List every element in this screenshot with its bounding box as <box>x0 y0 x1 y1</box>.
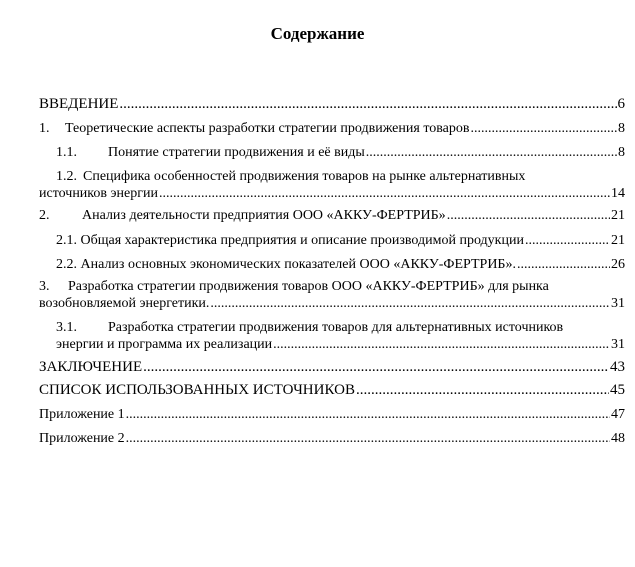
toc-page-number: 8 <box>618 145 625 160</box>
dot-leader <box>447 207 610 224</box>
toc-entry-sources[interactable] <box>39 382 625 399</box>
toc-entry-label-line2: источников энергии <box>39 186 158 201</box>
toc-entry-label: ВВЕДЕНИЕ <box>39 96 119 112</box>
dot-leader <box>210 295 610 312</box>
toc-entry-section-3-1[interactable] <box>39 319 625 353</box>
toc-entry-number: 1.1. <box>56 145 77 160</box>
toc-entry-section-2-2[interactable] <box>56 256 625 273</box>
toc-entry-number: 2. <box>39 208 50 223</box>
toc-page-number: 14 <box>611 186 625 201</box>
toc-entry-appendix-2[interactable] <box>39 430 625 447</box>
toc-entry-label: Приложение 2 <box>39 431 125 446</box>
toc-entry-label: 2.1. Общая характеристика предприятия и описание производимой продукции <box>56 233 524 248</box>
dot-leader <box>366 144 617 161</box>
toc-entry-label: СПИСОК ИСПОЛЬЗОВАННЫХ ИСТОЧНИКОВ <box>39 382 355 398</box>
toc-entry-section-1-1[interactable] <box>56 144 625 161</box>
toc-entry-number: 1. <box>39 121 50 136</box>
toc-entry-label: Приложение 1 <box>39 407 125 422</box>
dot-leader <box>517 256 610 273</box>
toc-entry-chapter-1[interactable] <box>39 120 625 137</box>
toc-page-number: 21 <box>611 233 625 248</box>
toc-entry-label-line2: энергии и программа их реализации <box>56 337 273 352</box>
toc-entry-label-line2: возобновляемой энергетики. <box>39 296 210 311</box>
toc-page-number: 45 <box>610 382 625 398</box>
page-title: Содержание <box>270 24 365 43</box>
toc-entry-conclusion[interactable] <box>39 359 625 376</box>
dot-leader <box>273 336 610 353</box>
dot-leader <box>143 359 609 376</box>
toc-entry-label-line1: Разработка стратегии продвижения товаров ООО «АККУ-ФЕРТРИБ» для рынка <box>68 279 549 294</box>
toc-page-number: 31 <box>611 296 625 311</box>
toc-page-number: 6 <box>617 96 625 112</box>
toc-entry-label: Анализ деятельности предприятия ООО «АККУ-ФЕРТРИБ» <box>82 208 446 223</box>
toc-page-number: 47 <box>611 407 625 422</box>
dot-leader <box>159 185 610 202</box>
toc-page-number: 21 <box>611 208 625 223</box>
toc-entry-appendix-1[interactable] <box>39 406 625 423</box>
toc-entry-number: 1.2. <box>56 169 77 184</box>
dot-leader <box>126 406 610 423</box>
dot-leader <box>356 382 609 399</box>
toc-entry-label: Понятие стратегии продвижения и её виды <box>108 145 365 160</box>
toc-page-number: 31 <box>611 337 625 352</box>
toc-page-number: 8 <box>618 121 625 136</box>
toc-entry-section-1-2[interactable] <box>39 168 625 202</box>
toc-page-number: 43 <box>610 359 625 375</box>
dot-leader <box>126 430 610 447</box>
toc-entry-label: 2.2. Анализ основных экономических показателей ООО «АККУ-ФЕРТРИБ». <box>56 257 516 272</box>
toc-entry-chapter-2[interactable] <box>39 207 625 224</box>
dot-leader <box>471 120 617 137</box>
toc-entry-section-2-1[interactable] <box>56 232 625 249</box>
toc-entry-label-line1: Разработка стратегии продвижения товаров для альтернативных источников <box>108 320 564 335</box>
toc-entry-label-line1: Специфика особенностей продвижения товаров на рынке альтернативных <box>83 169 526 184</box>
toc-entry-number: 3.1. <box>56 320 77 335</box>
toc-entry-label: Теоретические аспекты разработки стратегии продвижения товаров <box>65 121 470 136</box>
toc-entry-intro[interactable] <box>39 96 625 113</box>
dot-leader <box>525 232 610 249</box>
dot-leader <box>119 96 616 113</box>
toc-page-number: 48 <box>611 431 625 446</box>
toc-page-number: 26 <box>611 257 625 272</box>
toc-entry-label: ЗАКЛЮЧЕНИЕ <box>39 359 143 375</box>
toc-entry-number: 3. <box>39 279 50 294</box>
toc-entry-chapter-3[interactable] <box>39 278 625 312</box>
